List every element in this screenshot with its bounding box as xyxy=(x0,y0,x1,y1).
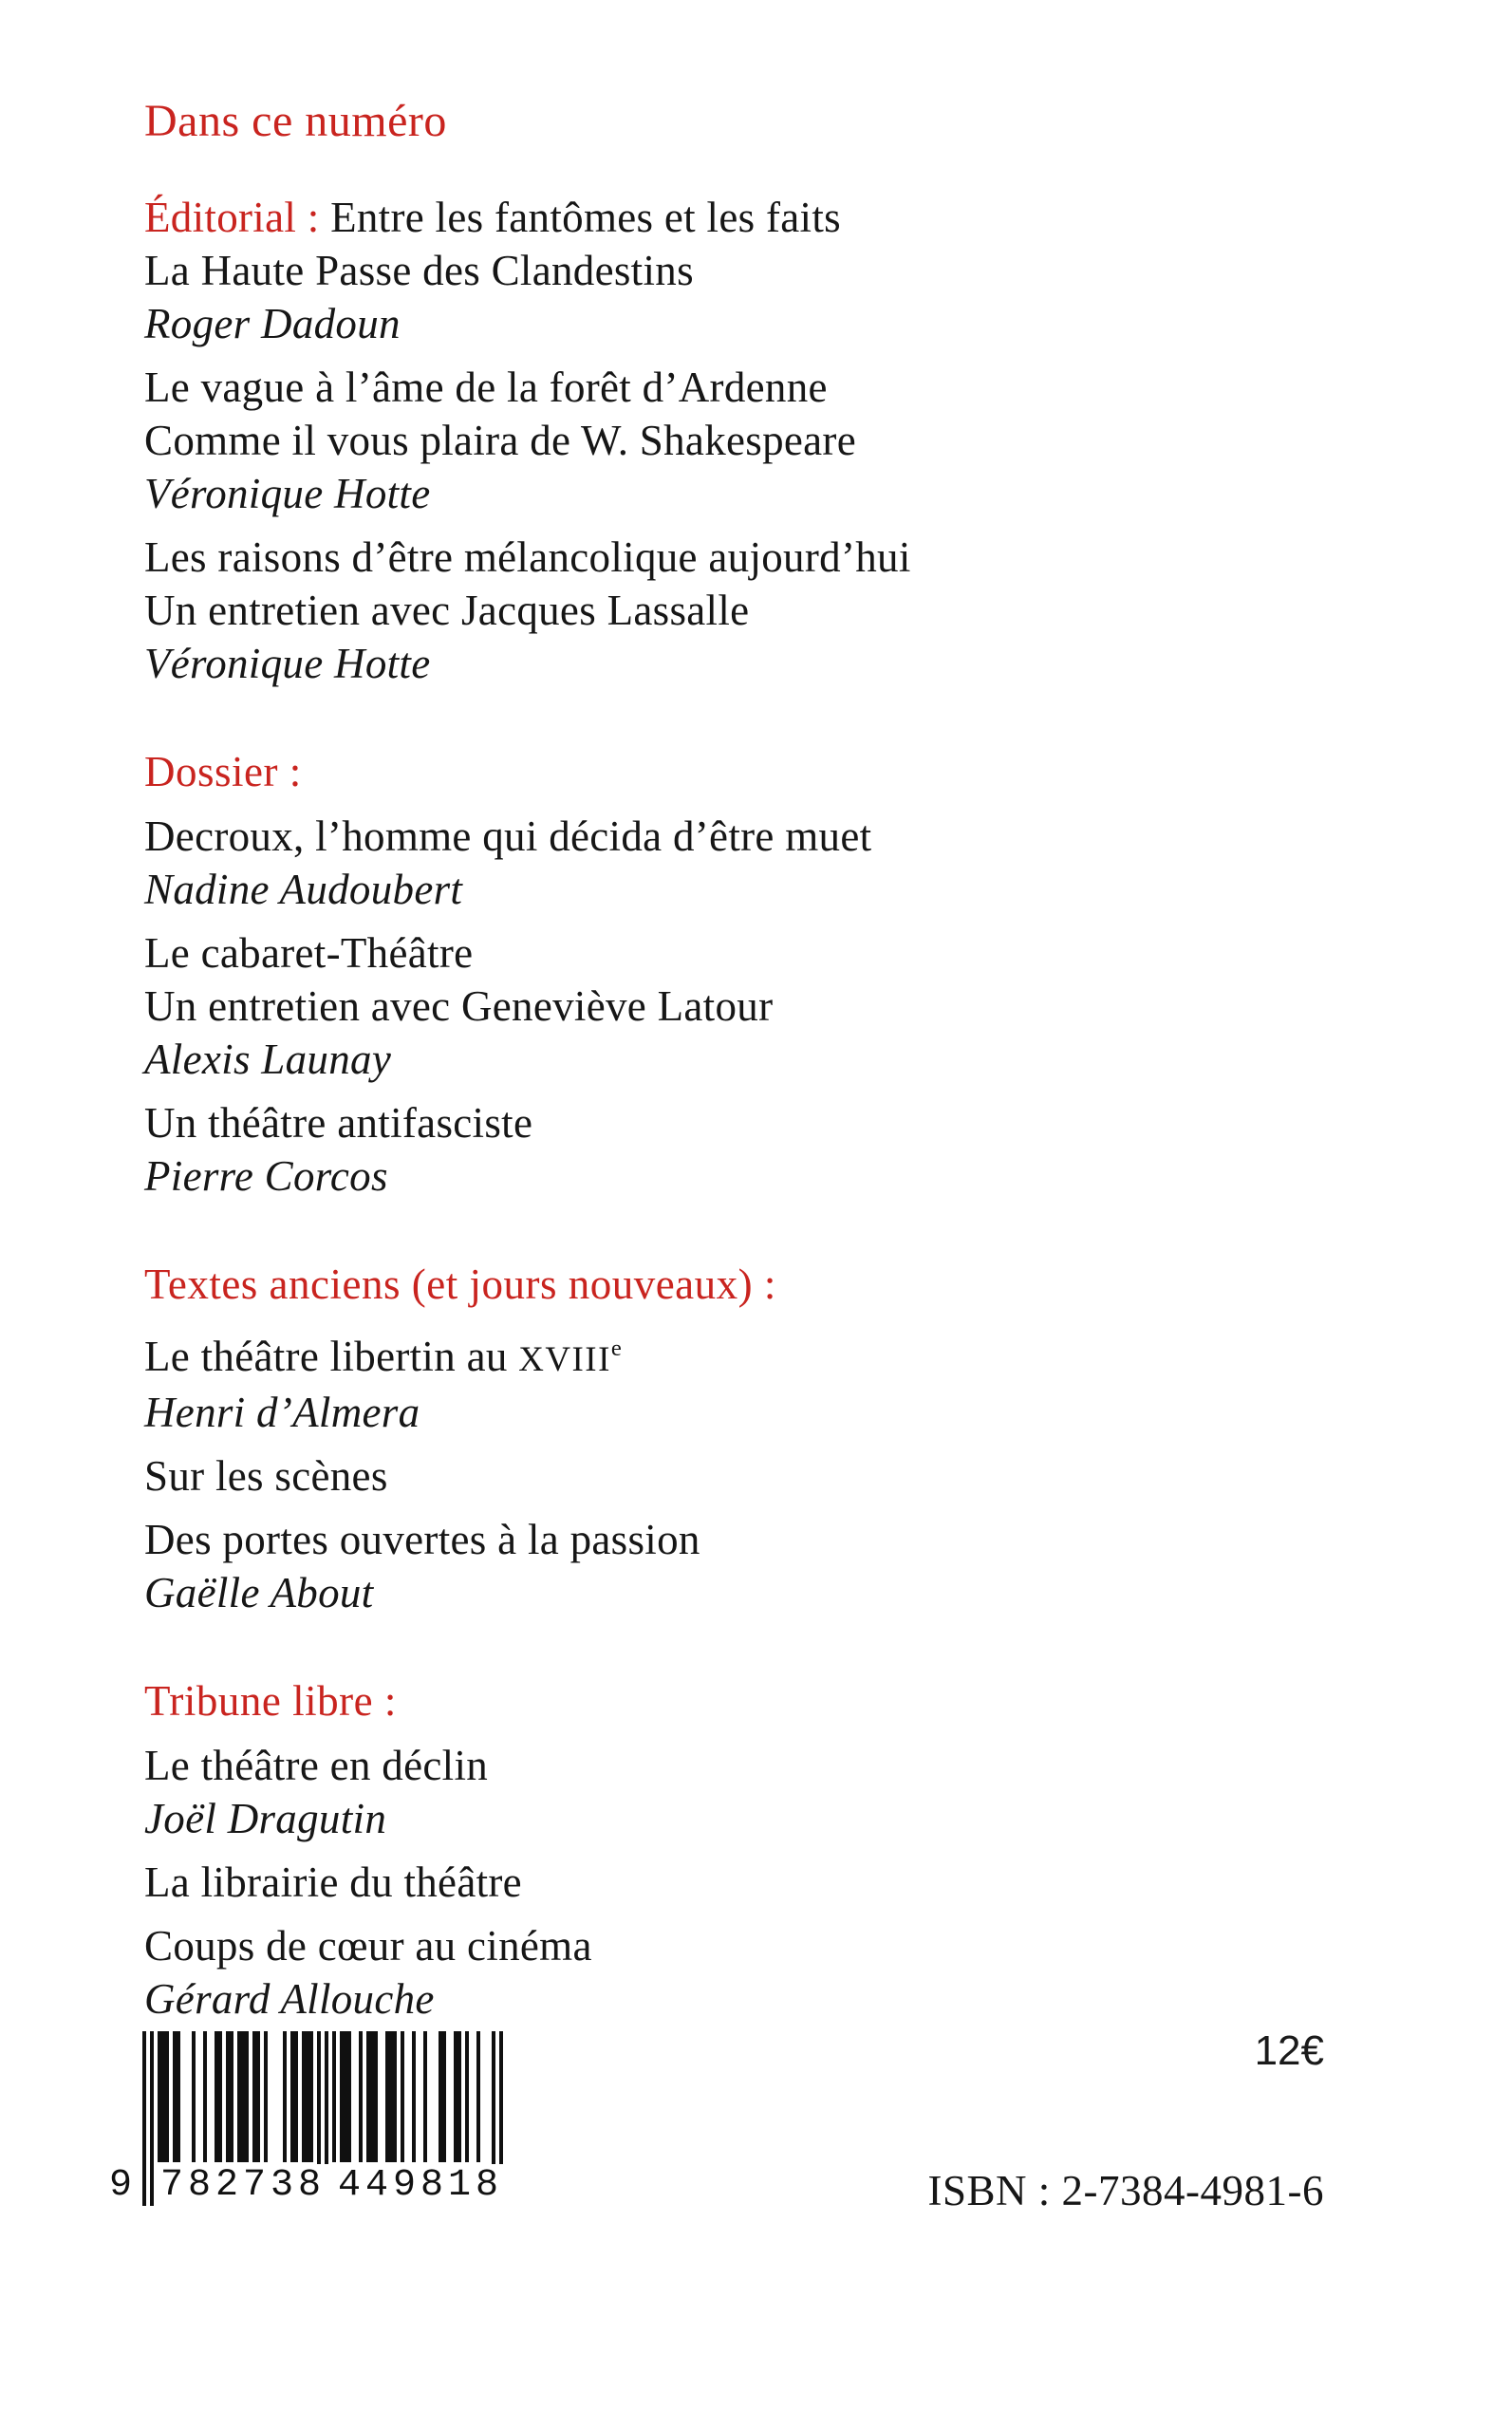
toc-line xyxy=(144,1513,1340,1566)
toc-entry xyxy=(144,531,1340,690)
author-name: Roger Dadoun xyxy=(144,300,401,347)
toc-entry xyxy=(144,810,1340,916)
toc-text: Entre les fantômes et les faits xyxy=(330,194,841,241)
toc-text: Des portes ouvertes à la passion xyxy=(144,1516,700,1563)
author-name: Joël Dragutin xyxy=(144,1795,387,1842)
price-label: 12€ xyxy=(1254,2027,1324,2074)
toc-text: La Haute Passe des Clandestins xyxy=(144,247,694,294)
isbn-label: ISBN : 2-7384-4981-6 xyxy=(927,2167,1324,2214)
toc-line xyxy=(144,584,1340,637)
toc-line xyxy=(144,297,1340,350)
toc-line xyxy=(144,1149,1340,1203)
author-name: Pierre Corcos xyxy=(144,1152,388,1200)
toc-entry xyxy=(144,926,1340,1086)
toc-line xyxy=(144,1792,1340,1845)
toc-line xyxy=(144,1386,1340,1439)
toc-text: Le cabaret-Théâtre xyxy=(144,929,474,977)
toc-entry xyxy=(144,1919,1340,2026)
toc-line xyxy=(144,531,1340,584)
toc-text: Coups de cœur au cinéma xyxy=(144,1922,592,1970)
toc-line xyxy=(144,414,1340,467)
toc-entry xyxy=(144,1096,1340,1203)
toc-text: Les raisons d’être mélancolique aujourd’hui xyxy=(144,533,911,581)
toc-line xyxy=(144,1919,1340,1972)
toc-text: Le vague à l’âme de la forêt d’Ardenne xyxy=(144,364,828,411)
toc-text: La librairie du théâtre xyxy=(144,1858,522,1906)
author-name: Gérard Allouche xyxy=(144,1975,435,2023)
toc-entry xyxy=(144,361,1340,520)
toc-line xyxy=(144,810,1340,863)
toc-line xyxy=(144,1033,1340,1086)
toc-text: Le théâtre en déclin xyxy=(144,1742,489,1789)
toc-section xyxy=(144,1258,1340,1619)
page-title: Dans ce numéro xyxy=(144,96,447,146)
toc-section xyxy=(144,745,1340,1203)
toc-line xyxy=(144,1566,1340,1619)
author-name: Nadine Audoubert xyxy=(144,866,463,913)
section-header: Tribune libre : xyxy=(144,1677,397,1725)
toc-line xyxy=(144,1096,1340,1149)
toc-text: Decroux, l’homme qui décida d’être muet xyxy=(144,812,872,860)
toc-entry xyxy=(144,1739,1340,1845)
author-name: Gaëlle About xyxy=(144,1569,374,1616)
toc-line xyxy=(144,1739,1340,1792)
toc-line xyxy=(144,926,1340,980)
contents-column xyxy=(144,95,1340,2036)
toc-line xyxy=(144,1972,1340,2026)
toc-text: Comme il vous plaira de W. Shakespeare xyxy=(144,417,856,464)
toc-line xyxy=(144,637,1340,690)
toc-entry xyxy=(144,1322,1340,1439)
toc-section xyxy=(144,191,1340,690)
barcode-digit-first: 9 xyxy=(106,2164,135,2207)
toc-line xyxy=(144,1322,1340,1386)
toc-section xyxy=(144,1674,1340,2026)
toc-line xyxy=(144,1449,1340,1503)
toc-text: Un entretien avec Jacques Lassalle xyxy=(144,587,750,634)
barcode-digit-group1: 782738 xyxy=(158,2164,328,2207)
author-name: Henri d’Almera xyxy=(144,1389,420,1436)
toc-line xyxy=(144,361,1340,414)
toc-line xyxy=(144,1856,1340,1909)
section-label: Éditorial : xyxy=(144,194,331,241)
toc-entry xyxy=(144,1856,1340,1909)
toc-text: Sur les scènes xyxy=(144,1452,388,1500)
toc-line xyxy=(144,191,1340,244)
author-name: Alexis Launay xyxy=(144,1036,392,1083)
author-name: Véronique Hotte xyxy=(144,470,431,517)
toc-line xyxy=(144,863,1340,916)
barcode-digit-group2: 449818 xyxy=(335,2164,506,2207)
toc-entry xyxy=(144,1513,1340,1619)
toc-line xyxy=(144,980,1340,1033)
barcode xyxy=(109,2031,504,2221)
toc-text: Le théâtre libertin au xyxy=(144,1333,519,1380)
toc-text: XVIII xyxy=(518,1339,611,1378)
toc-line xyxy=(144,467,1340,520)
toc-line xyxy=(144,244,1340,297)
table-of-contents xyxy=(144,191,1340,2026)
toc-entry xyxy=(144,191,1340,350)
author-name: Véronique Hotte xyxy=(144,640,431,687)
section-header: Dossier : xyxy=(144,748,302,795)
barcode-digits xyxy=(109,2164,504,2213)
toc-entry xyxy=(144,1449,1340,1503)
toc-text: e xyxy=(610,1335,623,1361)
toc-text: Un entretien avec Geneviève Latour xyxy=(144,982,774,1030)
section-header: Textes anciens (et jours nouveaux) : xyxy=(144,1261,776,1308)
toc-text: Un théâtre antifasciste xyxy=(144,1099,533,1147)
